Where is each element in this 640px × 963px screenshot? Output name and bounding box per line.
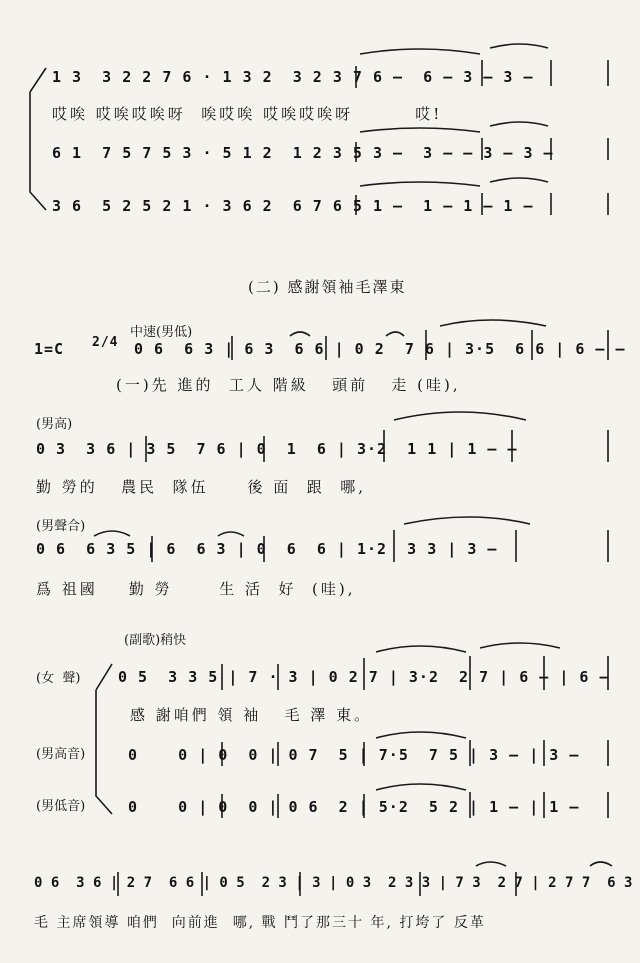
lyric-row-5: 勤 勞的 農民 隊伍 後 面 跟 哪, <box>36 478 367 496</box>
melody-row-6: 0 6 6 3 5 | 6 6 3 | 0 6 6 | 1·2 3 3 | 3 — <box>36 540 498 558</box>
time-signature: 2/4 <box>92 335 119 350</box>
lyric-row-1: 哎唉 哎唉哎唉呀 唉哎唉 哎唉哎唉呀 哎! <box>52 105 443 123</box>
lyric-row-4: (一)先 進的 工人 階級 頭前 走 (哇), <box>116 376 461 394</box>
lyric-row-10: 毛 主席領導 咱們 向前進 哪, 戰 鬥了那三十 年, 打垮了 反革 <box>34 915 486 931</box>
tempo-marking-chorus: (副歌)稍快 <box>124 633 187 648</box>
system-brace-1 <box>30 68 46 210</box>
voice-label-male-low-voice: (男低音) <box>36 799 86 814</box>
melody-row-5: 0 3 3 6 | 3 5 7 6 | 0 1 6 | 3·2 1 1 | 1 — — <box>36 440 518 458</box>
melody-row-2: 6 1 7 5 7 5 3 · 5 1 2 1 2 3 5 3 — 3 — — 3 — 3 — <box>52 144 554 162</box>
tempo-marking: 中速(男低) <box>130 325 193 340</box>
lyric-row-7: 感 謝咱們 領 袖 毛 澤 東。 <box>130 706 373 724</box>
voice-label-male-high: (男高) <box>36 417 73 432</box>
melody-row-3: 3 6 5 2 5 2 1 · 3 6 2 6 7 6 5 1 — 1 — 1 — 1 — <box>52 197 534 215</box>
melody-row-8: 0 0 | 0 0 | 0 7 5 | 7·5 7 5 | 3 — | 3 — <box>128 746 580 764</box>
melody-row-7: 0 5 3 3 5 | 7 · 3 | 0 2 7 | 3·2 2 7 | 6 — | 6 — <box>118 668 610 686</box>
key-signature: 1=C <box>34 340 65 358</box>
melody-row-10: 0 6 3 6 | 2 7 6 6 | 0 5 2 3 | 3 | 0 3 2 3 3 | 7 3 2 7 | 2 7 7 6 3 <box>34 875 633 891</box>
voice-label-female: (女 聲) <box>36 671 81 686</box>
section-title: (二) 感謝領袖毛澤東 <box>248 278 407 296</box>
voice-label-male-high-voice: (男高音) <box>36 747 86 762</box>
voice-label-male-chorus: (男聲合) <box>36 519 86 534</box>
melody-row-1: 1 3 3 2 2 7 6 · 1 3 2 3 2 3 7 6 — 6 — 3 — 3 — <box>52 68 534 86</box>
melody-row-9: 0 0 | 0 0 | 0 6 2 | 5·2 5 2 | 1 — | 1 — <box>128 798 580 816</box>
lyric-row-6: 爲 祖國 勤 勞 生 活 好 (哇), <box>36 580 356 598</box>
system-brace-2 <box>96 664 112 814</box>
melody-row-4: 0 6 6 3 | 6 3 6 6 | 0 2 7 6 | 3·5 6 6 | 6 — — <box>134 340 626 358</box>
